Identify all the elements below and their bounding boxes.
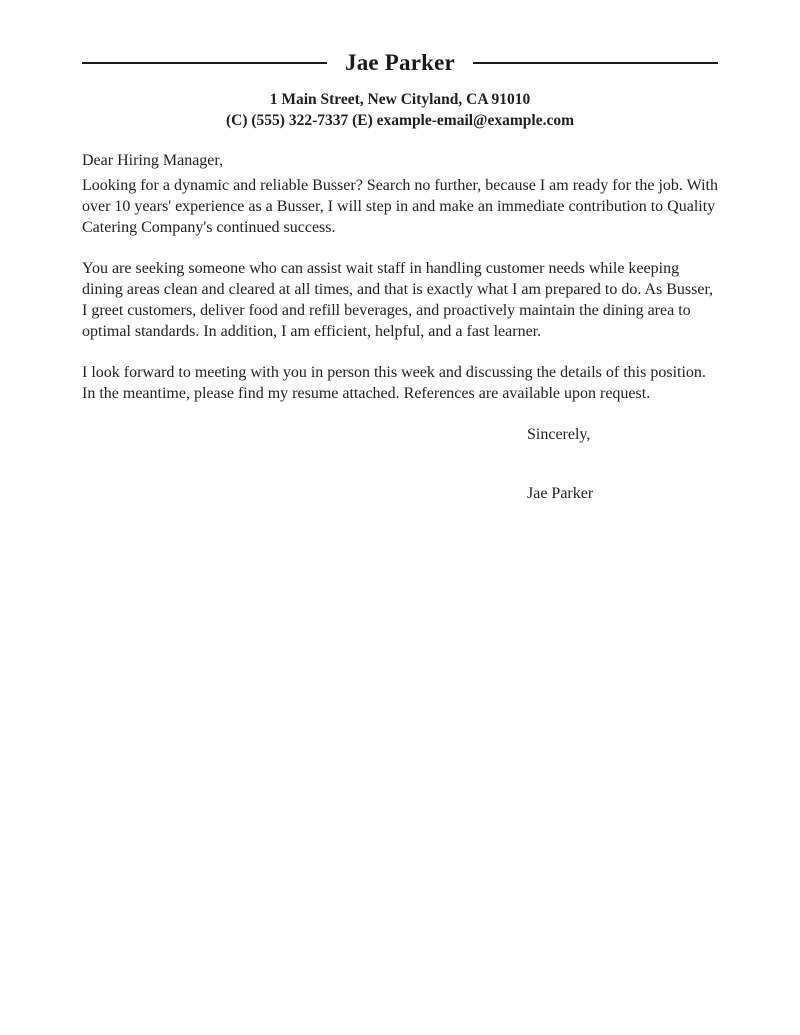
signature-name: Jae Parker	[527, 485, 594, 502]
header-rule-right	[473, 62, 718, 64]
body-paragraph-3: I look forward to meeting with you in person this week and discussing the details of this position. In the meantime, please find my resume attached. References are available upon request.	[82, 364, 706, 402]
letter-author-name: Jae Parker	[345, 50, 455, 75]
letter-header	[82, 50, 718, 76]
body-paragraph-1: Looking for a dynamic and reliable Busser? Search no further, because I am ready for the job. With over 10 years' experience as a Busser, I will step in and make an immediate contribution to Quality Catering Company's continued success.	[82, 177, 718, 236]
closing: Sincerely,	[527, 426, 591, 443]
salutation: Dear Hiring Manager,	[82, 152, 224, 169]
body-paragraph-2: You are seeking someone who can assist wait staff in handling customer needs while keeping dining areas clean and cleared at all times, and that is exactly what I am prepared to do. As Busser, I greet customers, deliver food and refill beverages, and proactively maintain the dining area to optimal standards. In addition, I am efficient, helpful, and a fast learner.	[82, 260, 714, 340]
header-rule-left	[82, 62, 327, 64]
contact-line: (C) (555) 322-7337 (E) example-email@example.com	[225, 112, 574, 129]
address-line: 1 Main Street, New Cityland, CA 91010	[269, 91, 531, 108]
signature-block	[527, 424, 718, 504]
